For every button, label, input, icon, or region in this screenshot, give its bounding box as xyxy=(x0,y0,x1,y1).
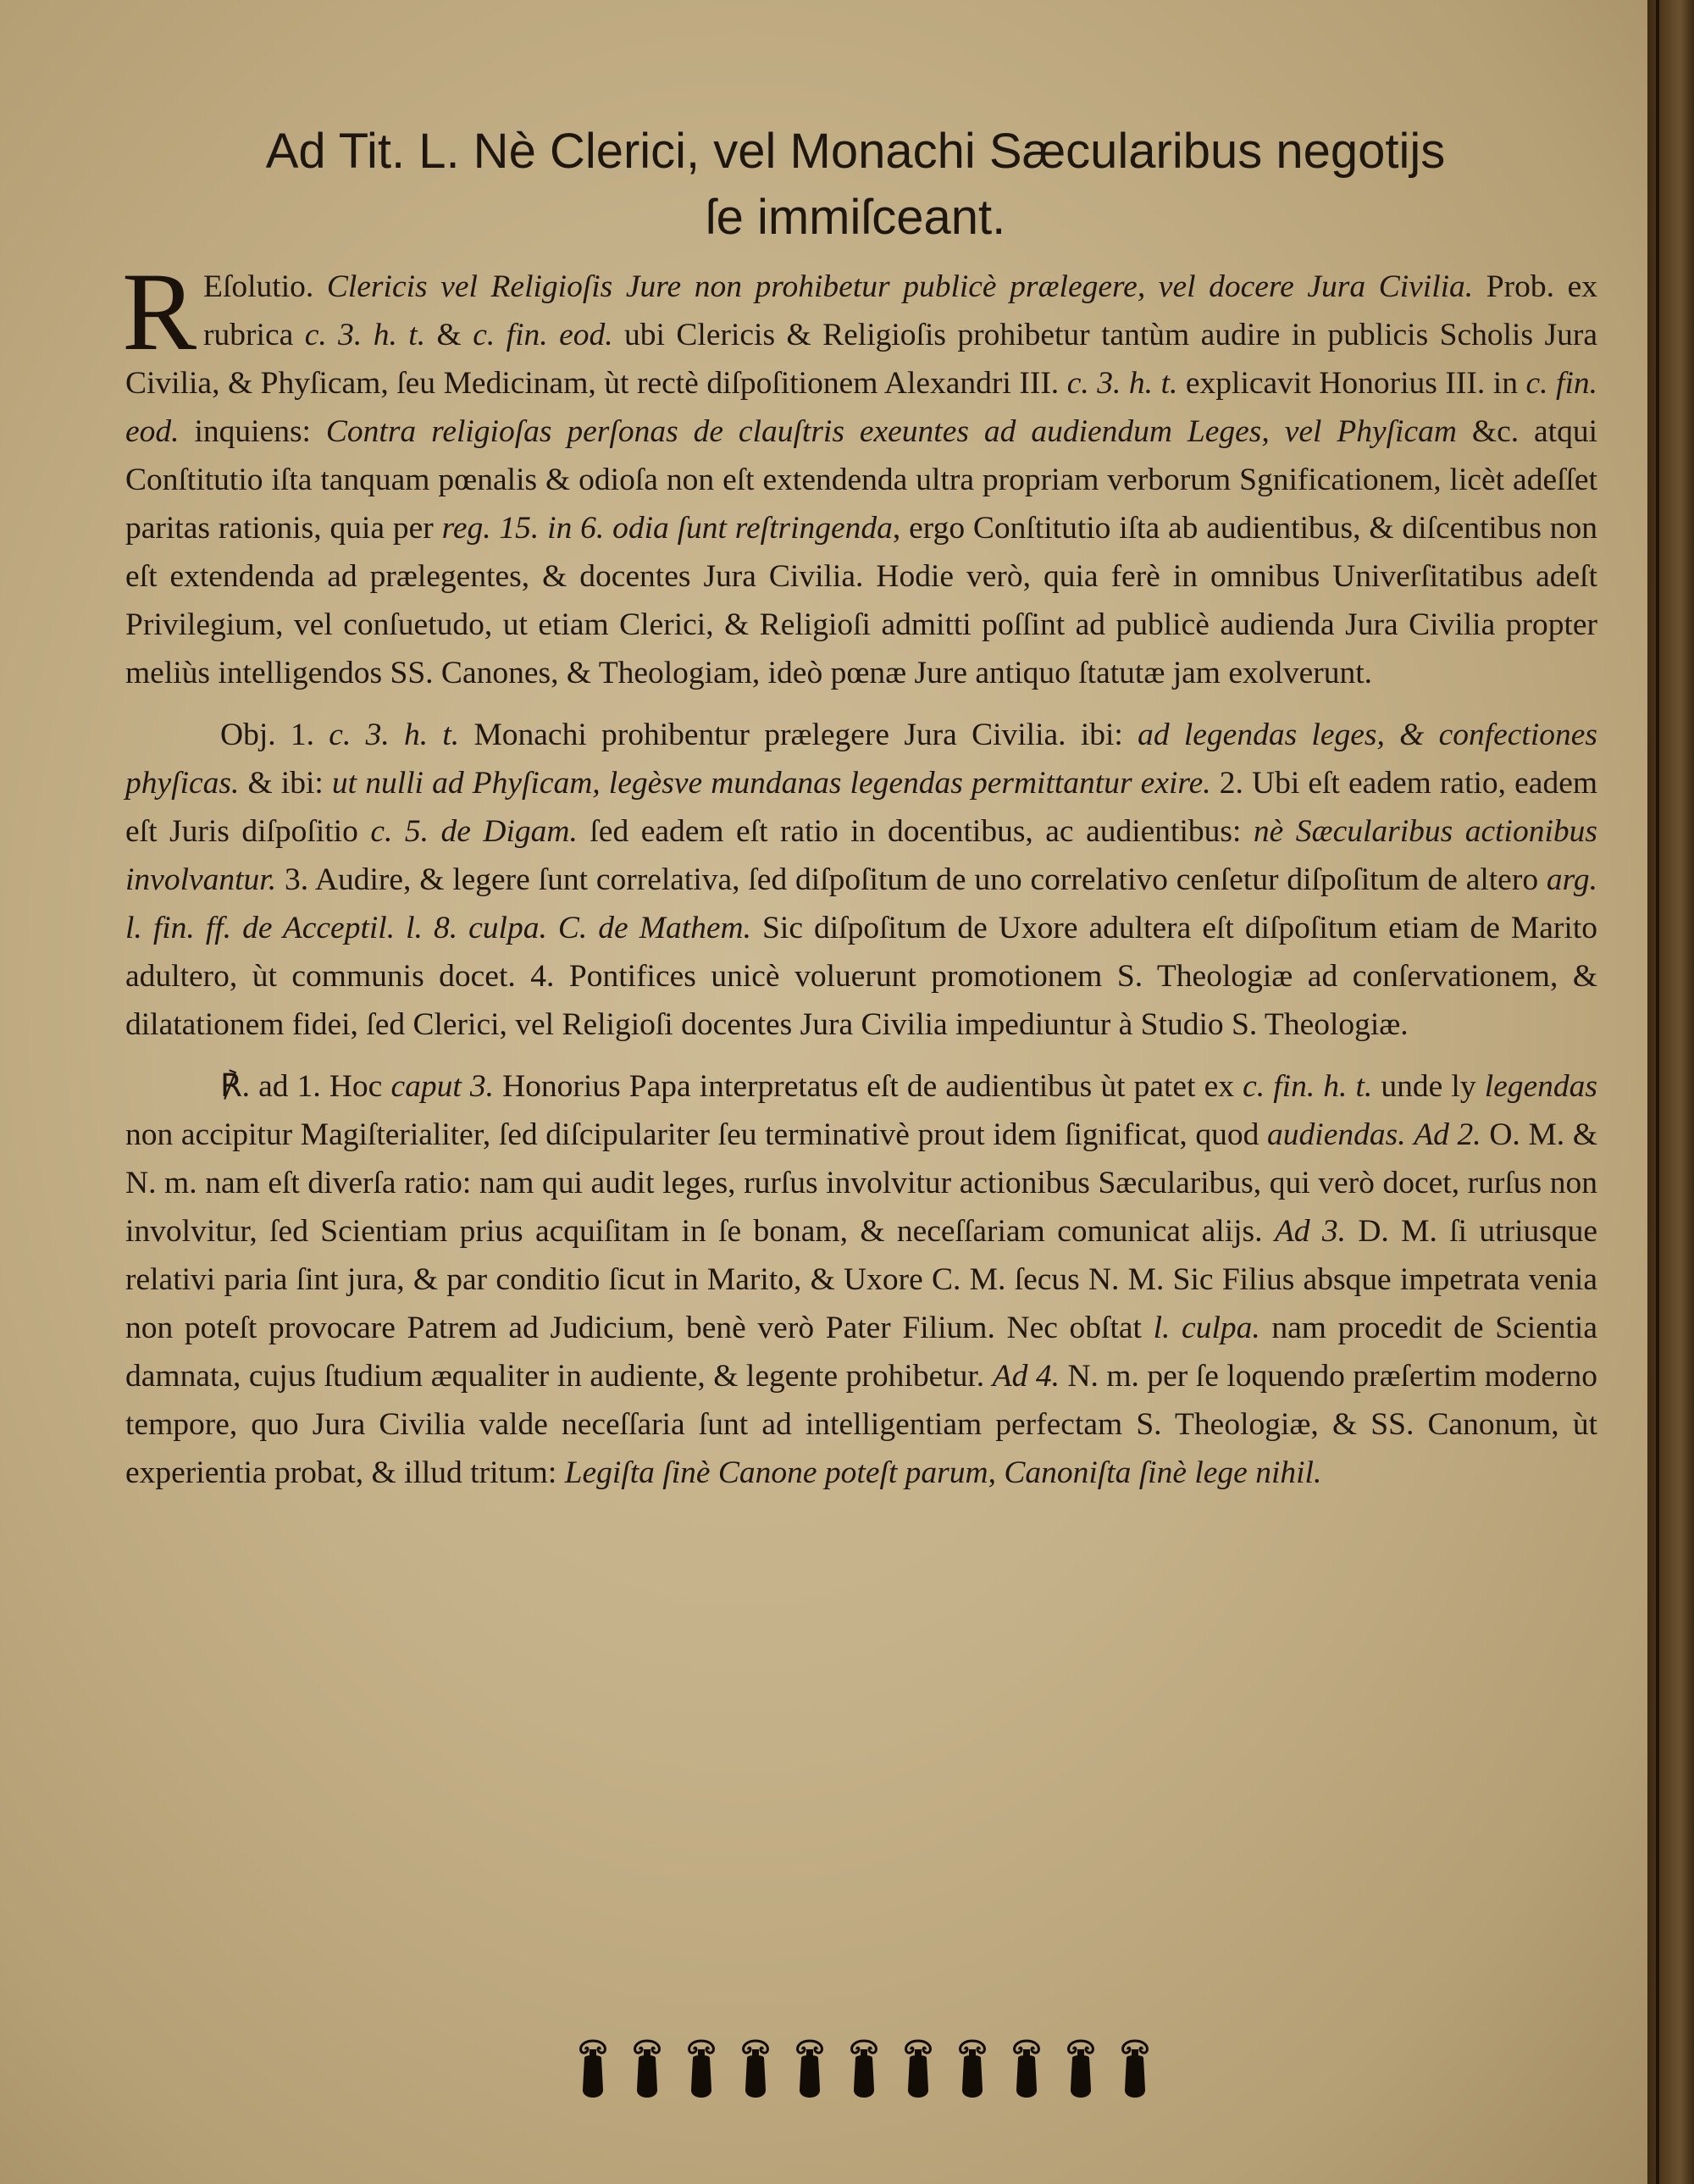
fleuron-icon xyxy=(684,2037,718,2105)
page-edge xyxy=(1647,0,1694,2184)
italic-text: caput 3. xyxy=(390,1069,494,1104)
text-run: N. m. per ſe loquendo præſertim moderno tempore, quo Jura Civilia valde neceſſaria ſunt ad intelligentiam perfectam S. Theologiæ, & SS. Canonum, ùt experientia probat, & illud tritum: xyxy=(125,1359,1597,1490)
italic-text: c. 5. de Digam. xyxy=(370,814,578,849)
italic-text: nè Sæcularibus actionibus involvantur. xyxy=(125,814,1597,897)
text-run: Prob. ex rubrica xyxy=(203,269,1597,352)
text-run: , ergo Conſtitutio iſta ab audientibus, & diſcentibus non eſt extendenda ad prælegentes, & docentes Jura Civilia. Hodie verò, quia ferè in omnibus Univerſitatibus adeſt Privilegium, vel conſuetudo, ut etiam Clerici, & Religioſi admitti poſſint ad publicè audienda Jura Civilia propter meliùs intelligendos SS. Canones, & Theologiam, ideò pœnæ Jure antiquo ſtatutæ jam exolverunt. xyxy=(125,511,1598,690)
text-run: Monachi prohibentur prælegere Jura Civilia. ibi: xyxy=(459,718,1138,752)
fleuron-icon xyxy=(576,2037,610,2105)
text-run: 2. Ubi eſt eadem ratio, eadem eſt Juris diſpoſitio xyxy=(125,766,1598,849)
paragraph-resolutio xyxy=(122,249,1598,697)
text-run: ubi Clericis & Religioſis prohibetur tantùm audire in publicis Scholis Jura Civilia, & Phyſicam, ſeu Medicinam, ùt rectè diſpoſitionem Alexandri III. xyxy=(125,318,1597,401)
text-run: & ibi: xyxy=(239,766,332,801)
italic-text: c. 3. h. t. xyxy=(1066,366,1178,401)
drop-cap: R xyxy=(122,249,197,374)
fleuron-icon xyxy=(1010,2037,1044,2105)
text-run: & xyxy=(425,318,473,352)
italic-text: reg. 15. in 6. odia ſunt reſtringenda xyxy=(441,511,893,546)
text-run: Eſolutio. xyxy=(203,269,327,304)
text-run: &c. atqui Conſtitutio iſta tanquam pœnalis & odioſa non eſt extendenda ultra propriam verborum Sgnificationem, licèt adeſſet paritas rationis, quia per xyxy=(125,414,1598,546)
italic-text: ut nulli ad Phyſicam, legèsve mundanas legendas permittantur exire. xyxy=(331,766,1211,801)
italic-text: c. fin. eod. xyxy=(473,318,613,352)
heading-line-1: Ad Tit. L. Nè Clerici, vel Monachi Sæcularibus negotijs xyxy=(265,124,1446,179)
text-run: explicavit Honorius III. in xyxy=(1177,366,1526,401)
fleuron-icon xyxy=(739,2037,772,2105)
paragraph-responsio xyxy=(125,1062,1597,1497)
text-run: ℟. ad 1. Hoc xyxy=(220,1069,391,1104)
italic-text: c. fin. h. t. xyxy=(1243,1069,1373,1104)
text-run: inquiens: xyxy=(179,414,326,449)
fleuron-icon xyxy=(847,2037,881,2105)
italic-text: ad legendas leges, & confectiones phyſicas. xyxy=(125,718,1597,801)
text-run: Honorius Papa interpretatus eſt de audientibus ùt patet ex xyxy=(493,1069,1243,1104)
italic-text: legendas xyxy=(1484,1069,1597,1104)
italic-text: Legiſta ſinè Canone poteſt parum, Canoniſta ſinè lege nihil. xyxy=(564,1455,1322,1490)
fleuron-icon xyxy=(901,2037,935,2105)
binding-line xyxy=(1656,0,1659,2184)
italic-text: audiendas. xyxy=(1267,1117,1406,1152)
text-run: non accipitur Magiſterialiter, ſed diſcipulariter ſeu terminativè prout idem ſignificat, quod xyxy=(125,1117,1268,1152)
italic-text: Ad 4. xyxy=(992,1359,1060,1394)
heading-line-2: ſe immiſceant. xyxy=(705,190,1006,245)
italic-text: Ad 2. xyxy=(1414,1117,1481,1152)
body-text xyxy=(122,249,1598,1497)
italic-text: Contra religioſas perſonas de clauſtris exeuntes ad audiendum Leges, vel Phyſicam xyxy=(325,414,1457,449)
text-run: D. M. ſi utriusque relativi paria ſint jura, & par conditio ſicut in Marito, & Uxore C. M. ſecus N. M. Sic Filius absque impetrata venia non poteſt provocare Patrem ad Judicium, benè verò Pater Filium. Nec obſtat xyxy=(125,1214,1597,1345)
italic-text: arg. l. fin. ff. de Acceptil. l. 8. culpa. C. de Mathem. xyxy=(125,862,1597,945)
fleuron-icon xyxy=(955,2037,989,2105)
italic-text: c. 3. h. t. xyxy=(304,318,426,352)
page-heading xyxy=(119,119,1592,251)
text-run: ſed eadem eſt ratio in docentibus, ac audientibus: xyxy=(577,814,1254,849)
italic-text: c. fin. eod. xyxy=(125,366,1597,449)
fleuron-icon xyxy=(793,2037,827,2105)
italic-text: c. 3. h. t. xyxy=(329,718,460,752)
text-run: Sic diſpoſitum de Uxore adultera eſt diſpoſitum etiam de Marito adultero, ùt communis docet. 4. Pontifices unicè voluerunt promotionem S. Theologiæ ad conſervationem, & dilatationem fidei, ſed Clerici, vel Religioſi docentes Jura Civilia impediuntur à Studio S. Theologiæ. xyxy=(125,911,1597,1042)
italic-text: Ad 3. xyxy=(1274,1214,1346,1249)
text-run: Obj. 1. xyxy=(220,718,329,752)
fleuron-icon xyxy=(1118,2037,1152,2105)
text-run: unde ly xyxy=(1372,1069,1485,1104)
text-run: O. M. & N. m. nam eſt diverſa ratio: nam qui audit leges, rurſus involvitur actionibus Sæcularibus, qui verò docet, rurſus non involvitur, ſed Scientiam prius acquiſitam in ſe bonam, & neceſſariam comunicat alijs. xyxy=(125,1117,1597,1249)
paragraph-objectiones xyxy=(125,711,1597,1049)
fleuron-icon xyxy=(1064,2037,1098,2105)
italic-text: l. culpa. xyxy=(1153,1311,1260,1345)
ornament-row xyxy=(576,2033,1152,2109)
text-run xyxy=(1406,1117,1414,1152)
italic-text: Clericis vel Religioſis Jure non prohibetur publicè prælegere, vel docere Jura Civilia. xyxy=(326,269,1474,304)
text-run: nam procedit de Scientia damnata, cujus ſtudium æqualiter in audiente, & legente prohibetur. xyxy=(125,1311,1597,1394)
fleuron-icon xyxy=(630,2037,664,2105)
text-run: 3. Audire, & legere ſunt correlativa, ſed diſpoſitum de uno correlativo cenſetur diſpoſitum de altero xyxy=(276,862,1547,897)
